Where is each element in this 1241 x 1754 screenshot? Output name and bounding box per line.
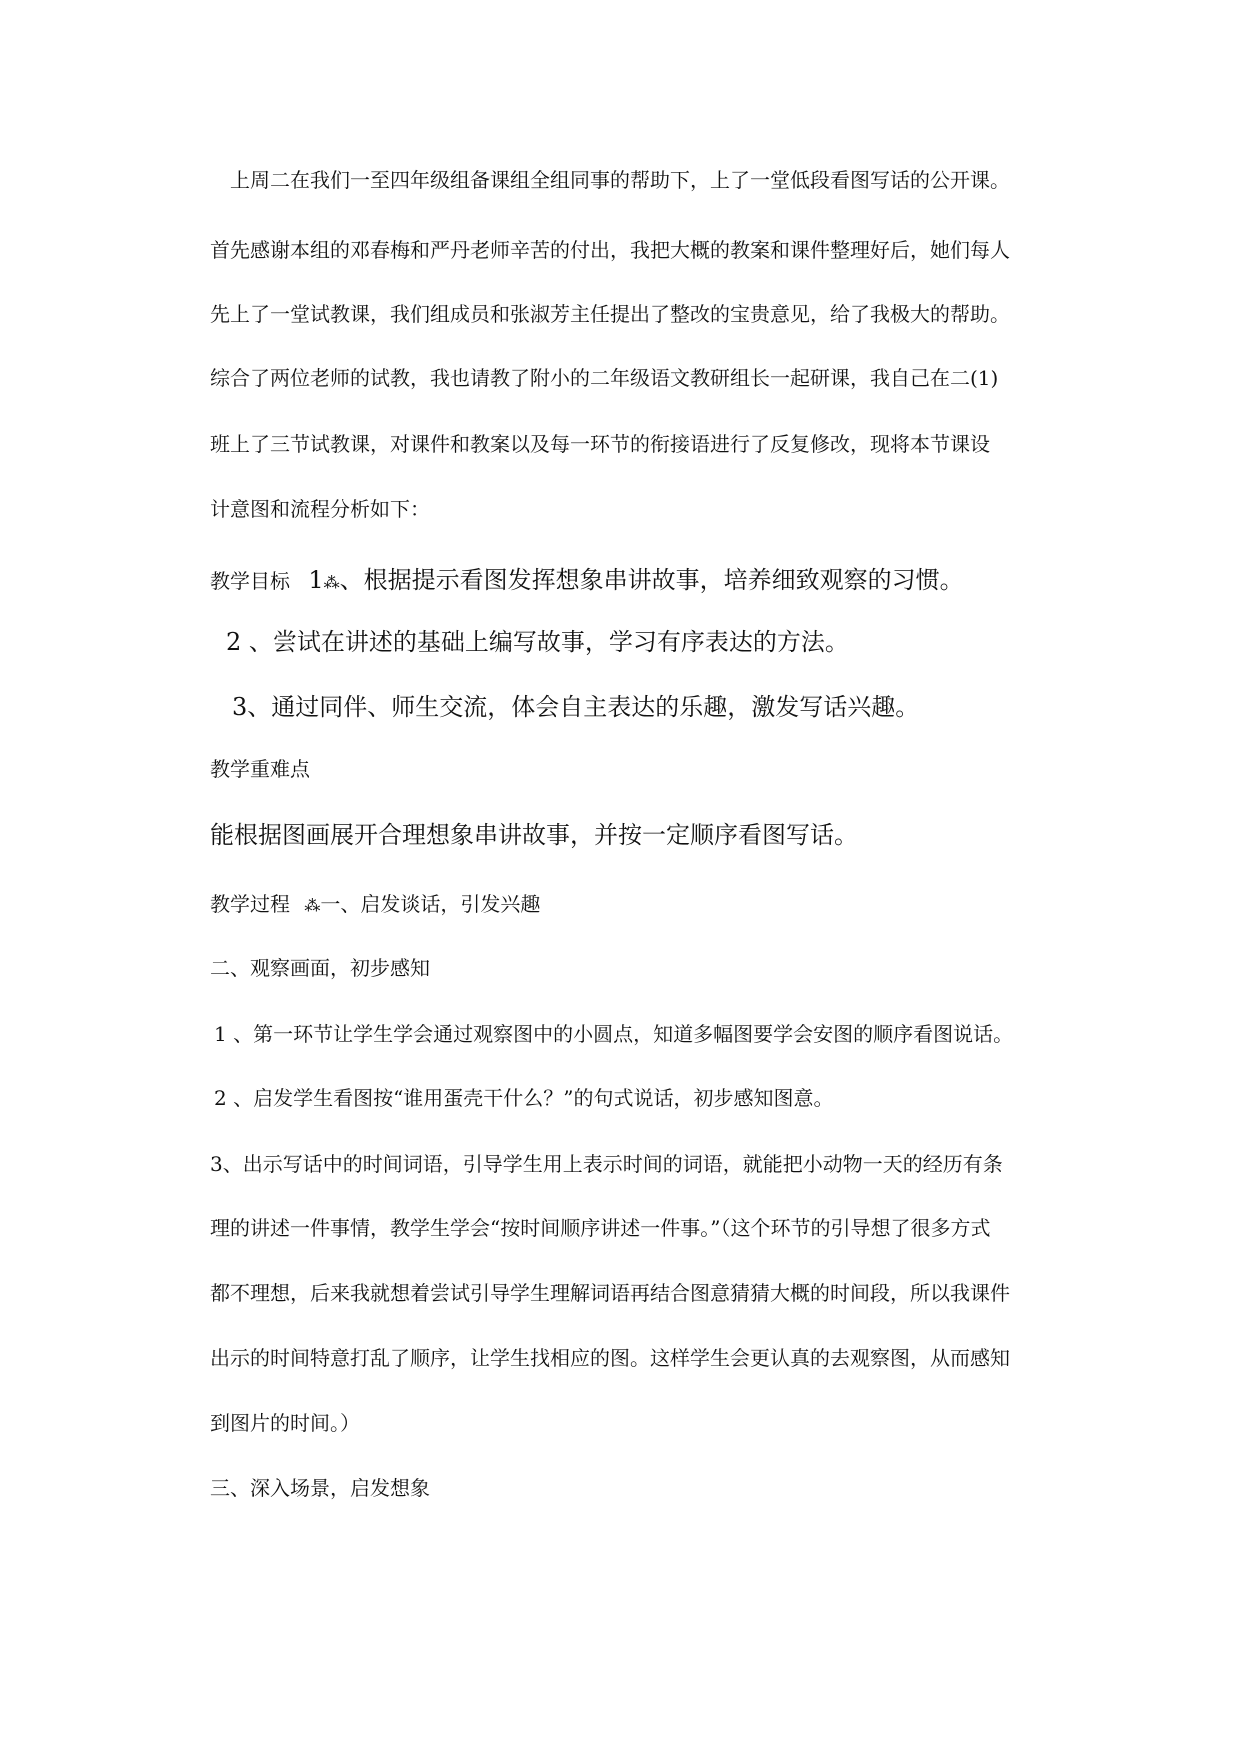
process-item-3-line-4: 出示的时间特意打乱了顺序，让学生找相应的图。这样学生会更认真的去观察图，从而感知 <box>210 1346 1010 1370</box>
goal-3: 3、通过同伴、师生交流，体会自主表达的乐趣，激发写话兴趣。 <box>232 693 920 721</box>
key-points-text: 能根据图画展开合理想象串讲故事，并按一定顺序看图写话。 <box>210 821 858 849</box>
goal-2: 2 、尝试在讲述的基础上编写故事，学习有序表达的方法。 <box>226 628 849 656</box>
process-item-3-line-2: 理的讲述一件事情，教学生学会“按时间顺序讲述一件事。”（这个环节的引导想了很多方式 <box>210 1216 991 1240</box>
process-heading: 教学过程 <box>210 892 290 916</box>
process-item-3-line-1: 3、出示写话中的时间词语，引导学生用上表示时间的词语，就能把小动物一天的经历有条 <box>210 1152 1003 1176</box>
intro-line-4: 综合了两位老师的试教，我也请教了附小的二年级语文教研组长一起研课，我自己在二(1) <box>210 366 999 390</box>
bullet-mark-icon: ⁂ <box>323 573 340 592</box>
process-line-1 <box>210 892 540 918</box>
process-step-3: 三、深入场景，启发想象 <box>210 1476 430 1500</box>
intro-line-6: 计意图和流程分析如下： <box>210 497 430 521</box>
goals-heading: 教学目标 <box>210 569 290 593</box>
process-item-2: 2 、启发学生看图按“谁用蛋壳干什么？”的句式说话，初步感知图意。 <box>214 1086 834 1110</box>
key-points-heading: 教学重难点 <box>210 757 310 781</box>
goals-line-1 <box>210 565 964 595</box>
intro-line-5: 班上了三节试教课，对课件和教案以及每一环节的衔接语进行了反复修改，现将本节课设 <box>210 432 990 456</box>
goal-1-text: 、根据提示看图发挥想象串讲故事，培养细致观察的习惯。 <box>339 566 964 594</box>
process-step-2: 二、观察画面，初步感知 <box>210 956 430 980</box>
process-mark-icon: ⁂ <box>304 896 321 915</box>
intro-line-3: 先上了一堂试教课，我们组成员和张淑芳主任提出了整改的宝贵意见，给了我极大的帮助。 <box>210 302 1010 326</box>
process-item-1: 1 、第一环节让学生学会通过观察图中的小圆点，知道多幅图要学会安图的顺序看图说话。 <box>214 1022 1014 1046</box>
intro-line-1: 上周二在我们一至四年级组备课组全组同事的帮助下，上了一堂低段看图写话的公开课。 <box>230 168 1010 192</box>
process-item-3-line-3: 都不理想，后来我就想着尝试引导学生理解词语再结合图意猜猜大概的时间段，所以我课件 <box>210 1281 1010 1305</box>
process-step-1: 一、启发谈话，引发兴趣 <box>320 892 541 916</box>
intro-line-2: 首先感谢本组的邓春梅和严丹老师辛苦的付出，我把大概的教案和课件整理好后，她们每人 <box>210 238 1010 262</box>
process-item-3-line-5: 到图片的时间。） <box>210 1411 360 1435</box>
goal-1-number: 1 <box>308 566 324 594</box>
